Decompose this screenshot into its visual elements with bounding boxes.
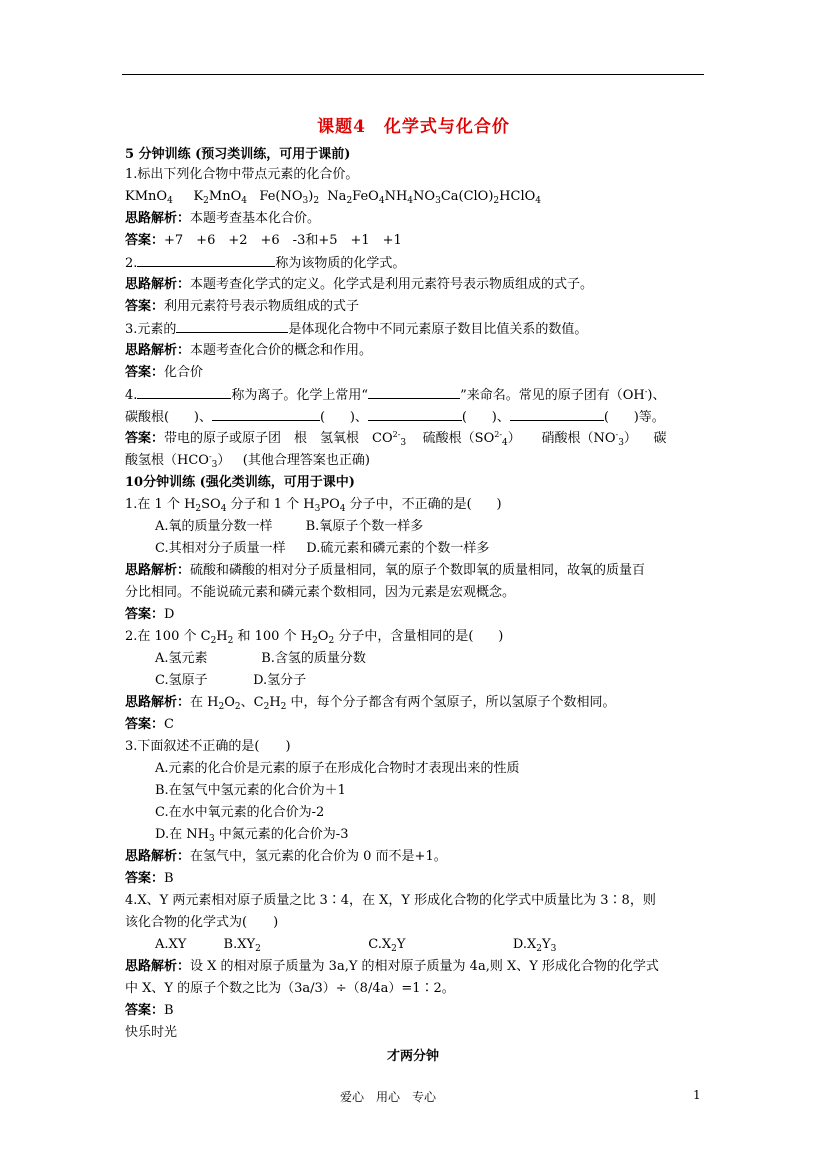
page-number: 1 [693, 1088, 701, 1102]
answer-4-cont: 酸氢根$(HCO^-_3)$ (其他合理答案也正确) [125, 452, 370, 470]
answer-6: 答案：C [125, 717, 174, 732]
question-6: 2.在 100 个 $C_2H_2$ 和 100 个 $H_2O_2$ 分子中，含量相同的是( ) [125, 629, 504, 646]
footer-motto: 爱心 用心 专心 [340, 1090, 437, 1104]
question-7-option-c: C.在水中氧元素的化合价为-2 [155, 805, 325, 820]
answer-1: 答案：+7 +6 +2 +6 -3和+5 +1 +1 [125, 233, 402, 248]
question-8-cont: 该化合物的化学式为( ) [125, 915, 279, 930]
question-5-options-ab: A.氧的质量分数一样 B.氧原子个数一样多 [155, 519, 424, 534]
section-heading-5min: 5 分钟训练 (预习类训练，可用于课前) [125, 147, 351, 162]
analysis-5: 思路解析：硫酸和磷酸的相对分子质量相同，氧的原子个数即氧的质量相同，故氧的质量百 [125, 563, 646, 578]
analysis-7: 思路解析：在氢气中，氢元素的化合价为 0 而不是+1。 [125, 849, 447, 864]
question-2: 2. 称为该物质的化学式。 [125, 256, 406, 271]
happy-time-heading: 快乐时光 [125, 1025, 178, 1040]
question-6-options-cd: C.氢原子 D.氢分子 [155, 673, 307, 688]
question-7-option-d: D.在 $NH_3$ 中氮元素的化合价为-3 [155, 827, 349, 844]
answer-3: 答案：化合价 [125, 365, 204, 380]
answer-2: 答案：利用元素符号表示物质组成的式子 [125, 299, 360, 314]
question-7-option-a: A.元素的化合价是元素的原子在形成化合物时才表现出来的性质 [155, 761, 520, 776]
question-4-blanks: 碳酸根( )、 ( )、 ( )、 ( )等。 [125, 410, 665, 425]
story-title: 才两分钟 [387, 1049, 440, 1064]
question-5: 1.在 1 个 $H_2SO_4$ 分子和 1 个 $H_3PO_4$ 分子中，不正确的是( ) [125, 497, 502, 514]
analysis-1: 思路解析：本题考查基本化合价。 [125, 211, 321, 226]
analysis-3: 思路解析：本题考查化合价的概念和作用。 [125, 343, 373, 358]
question-8-options: A.XY $B.XY_2$ $C.X_2Y$ $D.X_2Y_3$ [155, 937, 557, 954]
question-1: 1.标出下列化合物中带点元素的化合价。 [125, 167, 359, 182]
answer-7: 答案：B [125, 871, 174, 886]
answer-4: 答案：带电的原子或原子团 根 氢氧根 $CO^{2-}_3$ 硫酸根$(SO^{2-}_4)$ 硝酸根$(NO^-_3)$ 碳 [125, 430, 667, 448]
question-8: 4.X、Y 两元素相对原子质量之比 3∶4，在 X，Y 形成化合物的化学式中质量比为 3∶8，则 [125, 893, 656, 908]
answer-5: 答案：D [125, 607, 175, 622]
analysis-5-cont: 分比相同。不能说硫元素和磷元素个数相同，因为元素是宏观概念。 [125, 585, 516, 600]
analysis-2: 思路解析：本题考查化学式的定义。化学式是利用元素符号表示物质组成的式子。 [125, 277, 594, 292]
question-5-options-cd: C.其相对分子质量一样 D.硫元素和磷元素的个数一样多 [155, 541, 490, 556]
question-1-formulas: KMnO$_4$ $K_2MnO_4$ $Fe(NO_3)_2$ $Na_2FeO_4NH_4NO_3Ca(ClO)_2HClO_4$ [125, 189, 541, 206]
answer-8: 答案：B [125, 1003, 174, 1018]
section-heading-10min: 10分钟训练 (强化类训练，可用于课中) [125, 475, 355, 490]
analysis-8: 思路解析：设 X 的相对原子质量为 3a,Y 的相对原子质量为 4a,则 X、Y 形成化合物的化学式 [125, 959, 659, 974]
question-7: 3.下面叙述不正确的是( ) [125, 739, 291, 754]
question-6-options-ab: A.氢元素 B.含氢的质量分数 [155, 651, 366, 666]
header-rule [122, 74, 704, 75]
analysis-6: 思路解析：在 $H_2O_2$、$C_2H_2$ 中，每个分子都含有两个氢原子，所以氢原子个数相同。 [125, 695, 616, 712]
question-7-option-b: B.在氢气中氢元素的化合价为＋1 [155, 783, 346, 798]
analysis-8-cont: 中 X、Y 的原子个数之比为（3a/3）÷（8/4a）=1∶2。 [125, 981, 455, 996]
question-3: 3.元素的 是体现化合物中不同元素原子数目比值关系的数值。 [125, 322, 588, 337]
question-4: 4. 称为离子。化学上常用“ ”来命名。常见的原子团有（OH-)、 [125, 387, 666, 403]
page-title: 课题4 化学式与化合价 [317, 117, 510, 137]
